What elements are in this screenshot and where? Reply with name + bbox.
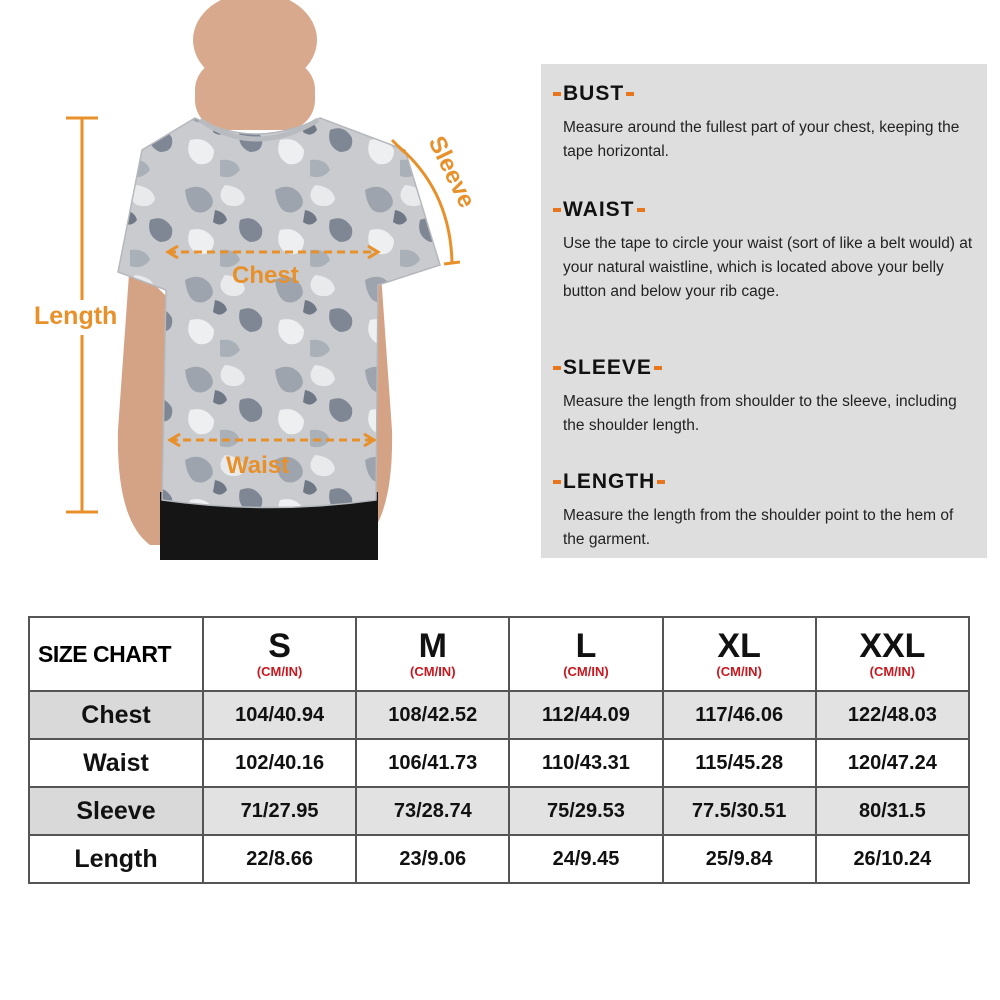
guide-text: Measure around the fullest part of your chest, keeping the tape horizontal. — [563, 119, 960, 160]
table-cell: 108/42.52 — [356, 691, 509, 739]
table-row — [29, 691, 969, 739]
sleeve-label: Sleeve — [422, 131, 481, 213]
chest-label: Chest — [232, 262, 299, 289]
table-cell: 77.5/30.51 — [663, 787, 816, 835]
row-label-chest: Chest — [29, 691, 203, 739]
table-row — [29, 787, 969, 835]
table-cell: 22/8.66 — [203, 835, 356, 883]
row-label-length: Length — [29, 835, 203, 883]
model-figure — [0, 0, 540, 560]
guide-title: SLEEVE — [563, 356, 652, 379]
size-col-s: S (CM/IN) — [203, 617, 356, 691]
size-chart-table — [28, 616, 970, 884]
table-cell: 26/10.24 — [816, 835, 969, 883]
size-chart-title: SIZE CHART — [29, 617, 203, 691]
guide-text: Measure the length from shoulder to the sleeve, including the shoulder length. — [563, 393, 957, 434]
table-cell: 104/40.94 — [203, 691, 356, 739]
table-cell: 112/44.09 — [509, 691, 662, 739]
guide-text: Use the tape to circle your waist (sort of like a belt would) at your natural waistline, which is located above your belly button and below your rib cage. — [563, 235, 973, 300]
measuring-guide — [541, 64, 987, 558]
table-cell: 117/46.06 — [663, 691, 816, 739]
table-cell: 106/41.73 — [356, 739, 509, 787]
table-cell: 110/43.31 — [509, 739, 662, 787]
row-label-sleeve: Sleeve — [29, 787, 203, 835]
row-label-waist: Waist — [29, 739, 203, 787]
guide-title: BUST — [563, 82, 625, 105]
waist-label: Waist — [226, 452, 290, 479]
table-cell: 80/31.5 — [816, 787, 969, 835]
table-row — [29, 739, 969, 787]
table-cell: 115/45.28 — [663, 739, 816, 787]
table-cell: 120/47.24 — [816, 739, 969, 787]
table-row — [29, 835, 969, 883]
size-col-m: M (CM/IN) — [356, 617, 509, 691]
table-cell: 75/29.53 — [509, 787, 662, 835]
size-col-l: L (CM/IN) — [509, 617, 662, 691]
guide-title: WAIST — [563, 198, 635, 221]
table-cell: 122/48.03 — [816, 691, 969, 739]
guide-title: LENGTH — [563, 470, 656, 493]
size-col-xl: XL (CM/IN) — [663, 617, 816, 691]
length-label: Length — [34, 302, 118, 330]
table-cell: 73/28.74 — [356, 787, 509, 835]
table-cell: 25/9.84 — [663, 835, 816, 883]
size-header-row — [29, 617, 969, 691]
table-cell: 71/27.95 — [203, 787, 356, 835]
guide-text: Measure the length from the shoulder point to the hem of the garment. — [563, 507, 954, 548]
size-col-xxl: XXL (CM/IN) — [816, 617, 969, 691]
table-cell: 23/9.06 — [356, 835, 509, 883]
table-cell: 102/40.16 — [203, 739, 356, 787]
table-cell: 24/9.45 — [509, 835, 662, 883]
